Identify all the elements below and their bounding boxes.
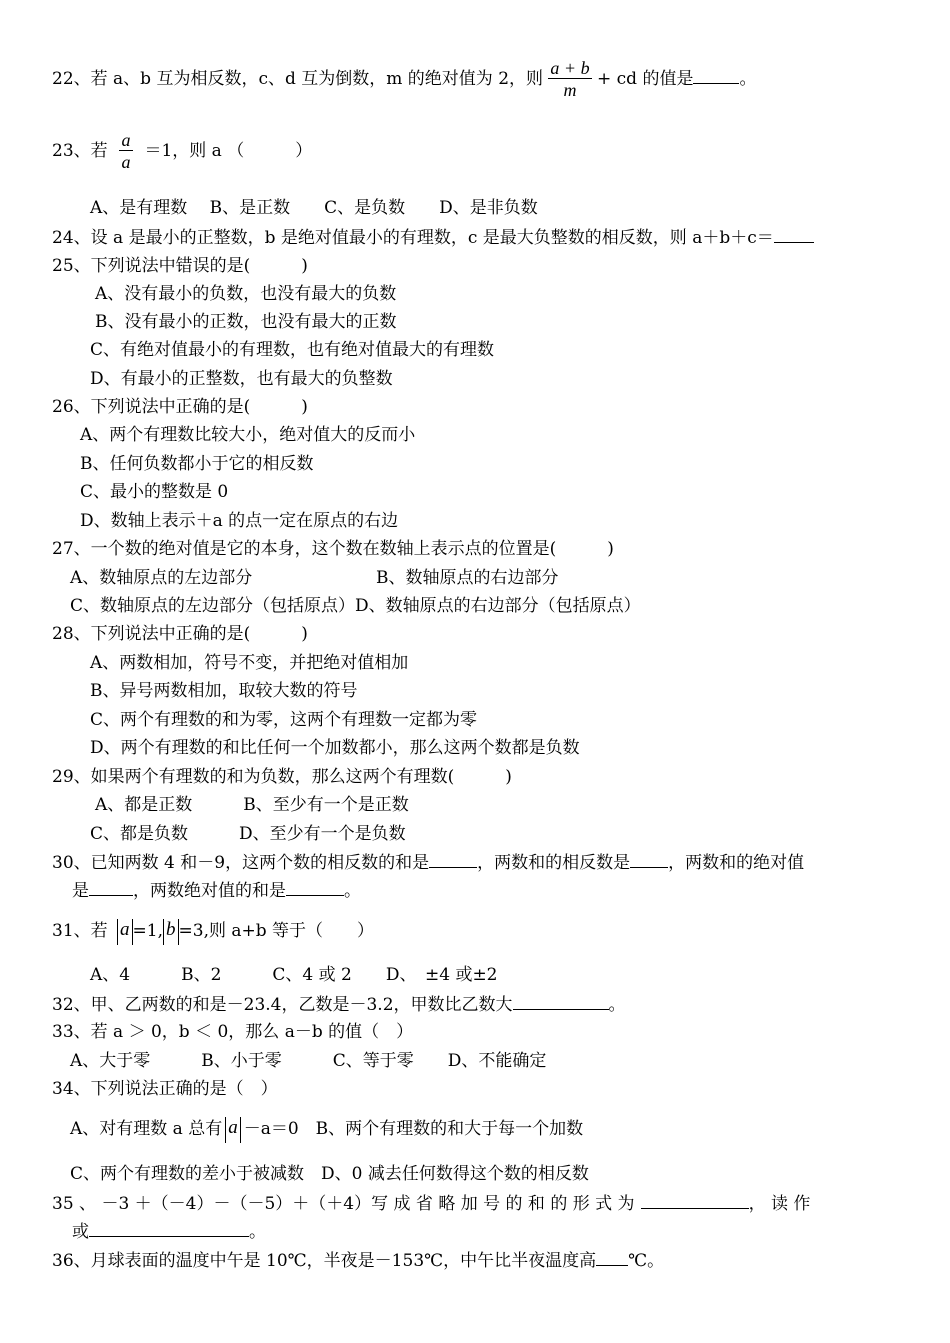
- question-30-text: ，两数和的绝对值: [668, 853, 805, 873]
- abs-value-a: [117, 919, 133, 945]
- question-28-option-a: A、两数相加，符号不变，并把绝对值相加: [90, 653, 409, 673]
- question-33-stem: 33、若 a ＞ 0，b ＜ 0，那么 a－b 的值（ ）: [52, 1022, 414, 1042]
- question-30-text: ，两数绝对值的和是: [133, 881, 286, 901]
- fraction-numerator: a + b: [550, 58, 590, 78]
- question-34-text: －a＝0 B、两个有理数的和大于每一个加数: [243, 1119, 584, 1139]
- fraction-denominator: m: [563, 80, 577, 100]
- question-29-options-ab: A、都是正数 B、至少有一个是正数: [95, 795, 409, 815]
- answer-blank-30d[interactable]: [286, 879, 344, 896]
- question-30-text: 30、已知两数 4 和－9，这两个数的相反数的和是: [52, 853, 430, 873]
- answer-blank-30a[interactable]: [429, 851, 477, 868]
- variable-b: b: [166, 918, 176, 940]
- question-23-tail: ＝1，则 a （ ）: [144, 141, 313, 161]
- answer-blank-35a[interactable]: [641, 1192, 749, 1209]
- fraction-denominator: a: [121, 152, 131, 172]
- question-31-text: =1,: [132, 921, 164, 941]
- question-23-options: A、是有理数 B、是正数 C、是负数 D、是非负数: [90, 198, 538, 218]
- answer-blank-35b[interactable]: [89, 1220, 249, 1237]
- variable-a: a: [228, 1116, 238, 1138]
- punct: 。: [739, 69, 757, 89]
- question-25-option-d: D、有最小的正整数，也有最大的负整数: [90, 369, 393, 389]
- question-29-stem: 29、如果两个有理数的和为负数，那么这两个有理数( ): [52, 767, 512, 787]
- question-24: [52, 226, 814, 249]
- abs-value-b: [163, 919, 179, 945]
- question-26-option-d: D、数轴上表示＋a 的点一定在原点的右边: [80, 511, 399, 531]
- question-30-text: ，两数和的相反数是: [477, 853, 631, 873]
- question-25-option-c: C、有绝对值最小的有理数，也有绝对值最大的有理数: [90, 340, 495, 360]
- question-23: [52, 126, 312, 176]
- question-36-text: 36、月球表面的温度中午是 10℃，半夜是－153℃，中午比半夜温度高: [52, 1251, 597, 1271]
- question-30-line-2: [72, 879, 361, 902]
- question-31-tail: =3,则 a+b 等于（ ）: [178, 921, 375, 941]
- question-27-options-cd: C、数轴原点的左边部分（包括原点）D、数轴原点的右边部分（包括原点）: [70, 596, 641, 616]
- variable-a: a: [120, 918, 130, 940]
- question-32-text: 32、甲、乙两数的和是－23.4，乙数是－3.2，甲数比乙数大: [52, 995, 513, 1015]
- question-22-tail: + cd 的值是: [596, 69, 694, 89]
- question-32: [52, 993, 626, 1016]
- fraction-a-plus-b-over-m: [548, 58, 591, 101]
- question-31-text: 31、若: [52, 921, 108, 941]
- question-26-option-b: B、任何负数都小于它的相反数: [80, 454, 314, 474]
- question-31-options: A、4 B、2 C、4 或 2 D、 ±4 或±2: [90, 965, 498, 985]
- punct: 。: [608, 995, 626, 1015]
- question-26-option-c: C、最小的整数是 0: [80, 482, 229, 502]
- question-28-option-b: B、异号两数相加，取较大数的符号: [90, 681, 358, 701]
- question-27-option-a: A、数轴原点的左边部分: [70, 568, 253, 588]
- question-25-option-a: A、没有最小的负数，也没有最大的负数: [95, 284, 397, 304]
- question-26-option-a: A、两个有理数比较大小，绝对值大的反而小: [80, 425, 416, 445]
- fraction-numerator: a: [121, 130, 131, 150]
- question-35-line-2: [72, 1220, 266, 1243]
- question-30-line-1: [52, 851, 804, 874]
- question-34-stem: 34、下列说法正确的是（ ）: [52, 1079, 278, 1099]
- question-35-text: 或: [72, 1222, 89, 1242]
- answer-blank-30b[interactable]: [630, 851, 668, 868]
- question-33-options: A、大于零 B、小于零 C、等于零 D、不能确定: [70, 1051, 547, 1071]
- question-28-stem: 28、下列说法中正确的是( ): [52, 624, 308, 644]
- question-27-option-b: B、数轴原点的右边部分: [376, 568, 559, 588]
- question-31: [52, 916, 374, 946]
- question-35-text: ， 读 作: [748, 1194, 811, 1214]
- punct: 。: [344, 881, 361, 901]
- question-22-text: 22、若 a、b 互为相反数，c、d 互为倒数，m 的绝对值为 2，则: [52, 69, 544, 89]
- answer-blank-32[interactable]: [513, 993, 609, 1010]
- question-35-text: 35 、 －3 ＋（－4）－（－5）＋（＋4）写 成 省 略 加 号 的 和 的 形 式 为: [52, 1194, 635, 1214]
- abs-value-a: [225, 1117, 241, 1143]
- fraction-a-over-a: [119, 130, 133, 173]
- question-24-text: 24、设 a 是最小的正整数，b 是绝对值最小的有理数，c 是最大负整数的相反数，则 a＋b＋c＝: [52, 228, 774, 248]
- question-25-stem: 25、下列说法中错误的是( ): [52, 256, 308, 276]
- unit-celsius: ℃。: [628, 1251, 665, 1271]
- question-25-option-b: B、没有最小的正数，也没有最大的正数: [95, 312, 397, 332]
- question-34-option-ab: [70, 1114, 583, 1144]
- question-35-line-1: [52, 1192, 810, 1215]
- question-34-options-cd: C、两个有理数的差小于被减数 D、0 减去任何数得这个数的相反数: [70, 1164, 589, 1184]
- answer-blank-36[interactable]: [596, 1249, 628, 1266]
- question-36: [52, 1249, 664, 1272]
- answer-blank-22[interactable]: [693, 67, 739, 84]
- question-23-text: 23、若: [52, 141, 108, 161]
- answer-blank-30c[interactable]: [89, 879, 133, 896]
- punct: 。: [249, 1222, 266, 1242]
- question-29-options-cd: C、都是负数 D、至少有一个是负数: [90, 824, 406, 844]
- question-28-option-c: C、两个有理数的和为零，这两个有理数一定都为零: [90, 710, 478, 730]
- question-22: [52, 58, 756, 101]
- question-34-text: A、对有理数 a 总有: [70, 1119, 223, 1139]
- question-26-stem: 26、下列说法中正确的是( ): [52, 397, 308, 417]
- question-30-text: 是: [72, 881, 89, 901]
- answer-blank-24[interactable]: [774, 226, 814, 243]
- question-28-option-d: D、两个有理数的和比任何一个加数都小，那么这两个数都是负数: [90, 738, 580, 758]
- question-27-stem: 27、一个数的绝对值是它的本身，这个数在数轴上表示点的位置是( ): [52, 539, 614, 559]
